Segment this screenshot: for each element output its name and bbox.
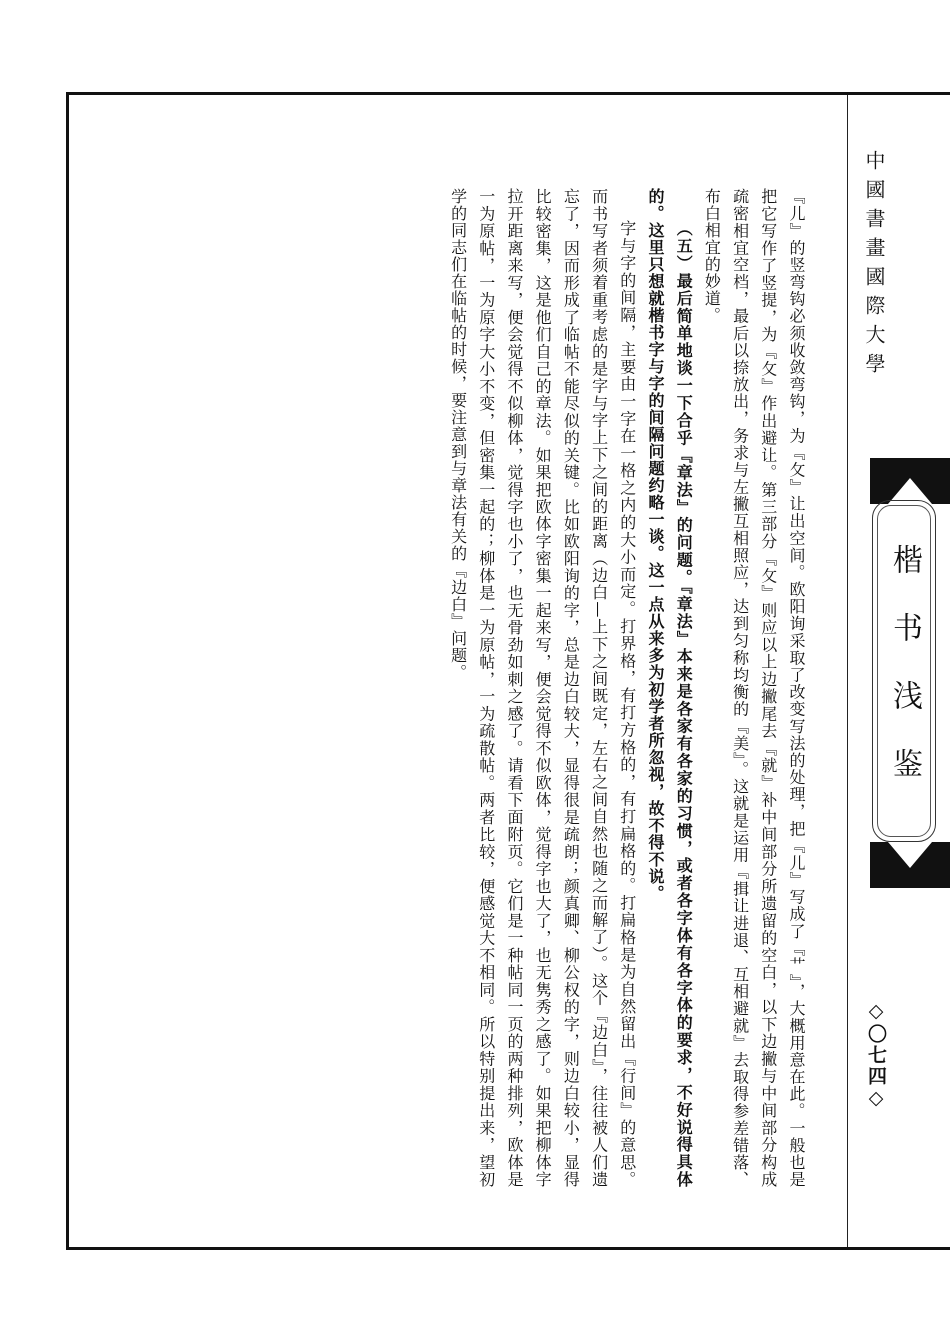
margin-rule	[847, 95, 848, 1247]
university-name: 中國書畫國際大學	[862, 150, 886, 382]
top-arrow-ornament	[870, 466, 950, 504]
bottom-bar-ornament	[870, 880, 950, 888]
book-title: 楷书浅鉴	[887, 544, 922, 816]
paragraph: 『儿』的竖弯钩必须收敛弯钩，为『攵』让出空间。欧阳询采取了改变写法的处理，把『儿』写成了『⺾』，大概用意在此。一般也是把它写作了竖提，为『攵』作出避让。第三部分『攵』则应以上边撇尾去『就』补中间部分所遗留的空白，以下边撇与中间部分构成疏密相宜空档，最后以捺放出，务求与左撇互相照应，达到匀称均衡的『美』。这就是运用『揖让进退、互相避就』去取得参差错落、布白相宜的妙道。	[702, 188, 806, 1188]
page-number: ◇〇七四◇	[865, 1000, 887, 1111]
paragraph: 字与字的间隔，主要由一字在一格之内的大小而定。打界格，有打方格的，有打扁格的。打扁格是为自然留出『行间』的意思。而书写者须着重考虑的是字与字上下之间的距离（边白—上下之间既定，左右之间自然也随之而解了）。这个『边白』，往往被人们遗忘了，因而形成了临帖不能尽似的关键。比如欧阳询的字，总是边白较大，显得很是疏朗；颜真卿、柳公权的字，则边白较小，显得比较密集，这是他们自己的章法。如果把欧体字密集一起来写，便会觉得不似欧体，觉得字也大了，也无隽秀之感了。如果把柳体字拉开距离来写，便会觉得不似柳体，觉得字也小了，也无骨劲如刺之感了。请看下面附页。它们是一种帖同一页的两种排列，欧体是一为原帖，一为原字大小不变，但密集一起的；柳体是一为原帖，一为疏散帖。两者比较，便感觉大不相同。所以特别提出来，望初学的同志们在临帖的时候，要注意到与章法有关的『边白』问题。	[448, 188, 637, 1188]
main-text	[448, 188, 810, 1188]
bottom-arrow-ornament	[870, 842, 950, 880]
top-bar-ornament	[870, 458, 950, 466]
paragraph-heading: （五）最后简单地谈一下合乎『章法』的问题。『章法』本来是各家有各家的习惯，或者各字体有各字体的要求，不好说得具体的。这里只想就楷书字与字的间隔问题约略一谈。这一点从来多为初学者所忽视，故不得不说。	[645, 188, 694, 1188]
